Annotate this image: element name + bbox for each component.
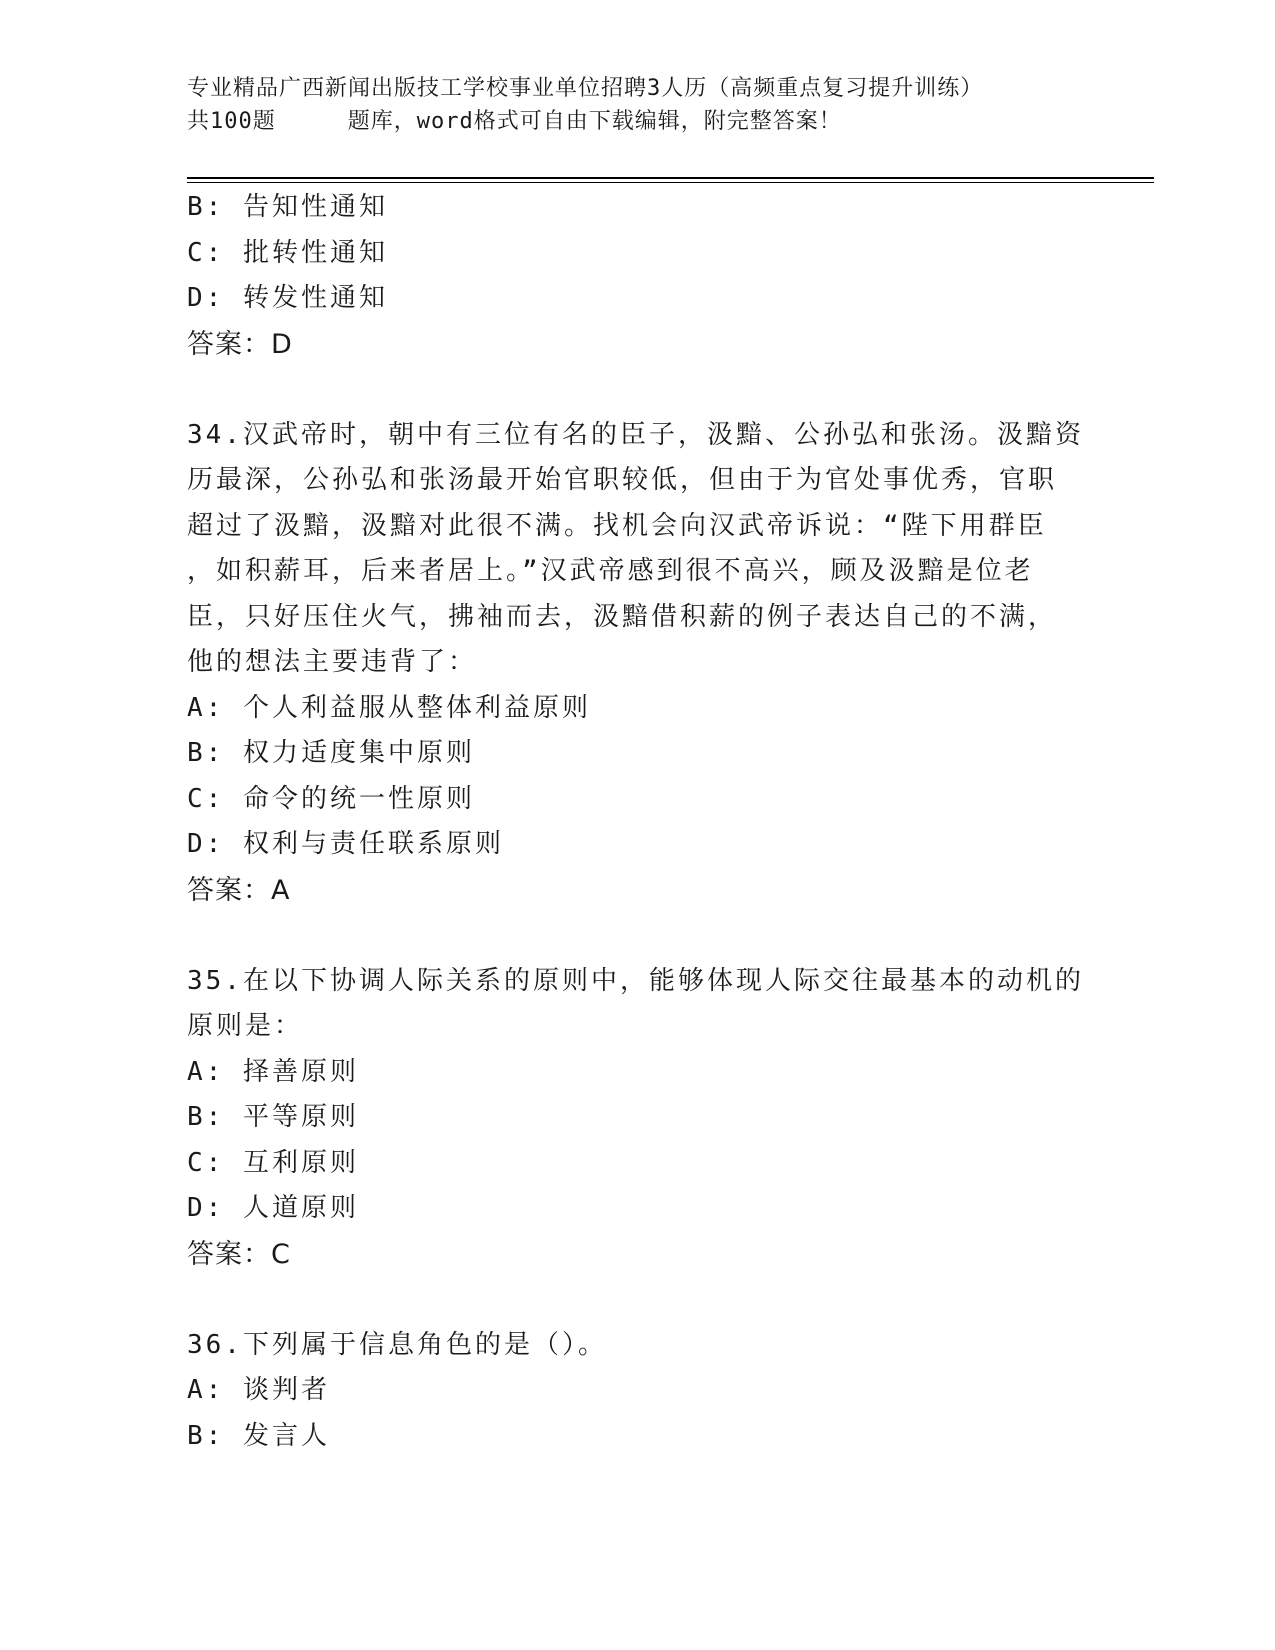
question-35 [187,959,1087,1278]
answer: 答案：D [187,328,293,360]
option-b: B: 平等原则 [187,1102,359,1132]
option-b: B: 发言人 [187,1420,330,1451]
header-question-count: 共100题 [187,109,276,134]
document-header [187,72,1087,138]
question-stem-line: 原则是： [187,1011,304,1041]
option-b: B: 权力适度集中原则 [187,738,475,768]
answer: 答案：A [187,874,291,906]
question-stem-line: 35.在以下协调人际关系的原则中，能够体现人际交往最基本的动机的 [187,965,1084,996]
question-stem-line: 他的想法主要违背了： [187,647,478,677]
question-stem-line: 历最深，公孙弘和张汤最开始官职较低，但由于为官处事优秀，官职 [187,465,1058,495]
header-subtitle [187,105,1087,138]
header-title: 专业精品广西新闻出版技工学校事业单位招聘3人历（高频重点复习提升训练） [187,76,984,101]
question-stem-line: ，如积薪耳，后来者居上。”汉武帝感到很不高兴，顾及汲黯是位老 [187,556,1034,586]
option-d: D: 人道原则 [187,1193,359,1223]
question-spacer [187,913,1087,959]
question-36 [187,1323,1087,1460]
header-divider-thin [187,182,1154,183]
option-a: A: 个人利益服从整体利益原则 [187,692,591,723]
document-body [187,185,1087,1459]
option-a: A: 谈判者 [187,1375,330,1405]
option-c: C: 命令的统一性原则 [187,783,475,814]
question-spacer [187,367,1087,413]
header-divider-thick [187,177,1154,179]
question-spacer [187,1277,1087,1323]
question-stem-line: 36.下列属于信息角色的是（）。 [187,1329,607,1360]
question-stem-line: 34.汉武帝时，朝中有三位有名的臣子，汲黯、公孙弘和张汤。汲黯资 [187,419,1084,450]
question-33-continued [187,185,1087,367]
header-description: 题库，word格式可自由下载编辑，附完整答案！ [347,109,842,134]
question-stem-line: 超过了汲黯，汲黯对此很不满。找机会向汉武帝诉说：“陛下用群臣 [187,510,1047,541]
option-c: C: 互利原则 [187,1147,359,1178]
question-34 [187,413,1087,914]
option-b: B: 告知性通知 [187,192,388,222]
option-d: D: 转发性通知 [187,283,388,313]
question-stem-line: 臣，只好压住火气，拂袖而去，汲黯借积薪的例子表达自己的不满， [187,601,1058,632]
answer: 答案：C [187,1238,291,1270]
option-d: D: 权利与责任联系原则 [187,829,504,859]
option-a: A: 择善原则 [187,1056,359,1087]
option-c: C: 批转性通知 [187,237,388,268]
